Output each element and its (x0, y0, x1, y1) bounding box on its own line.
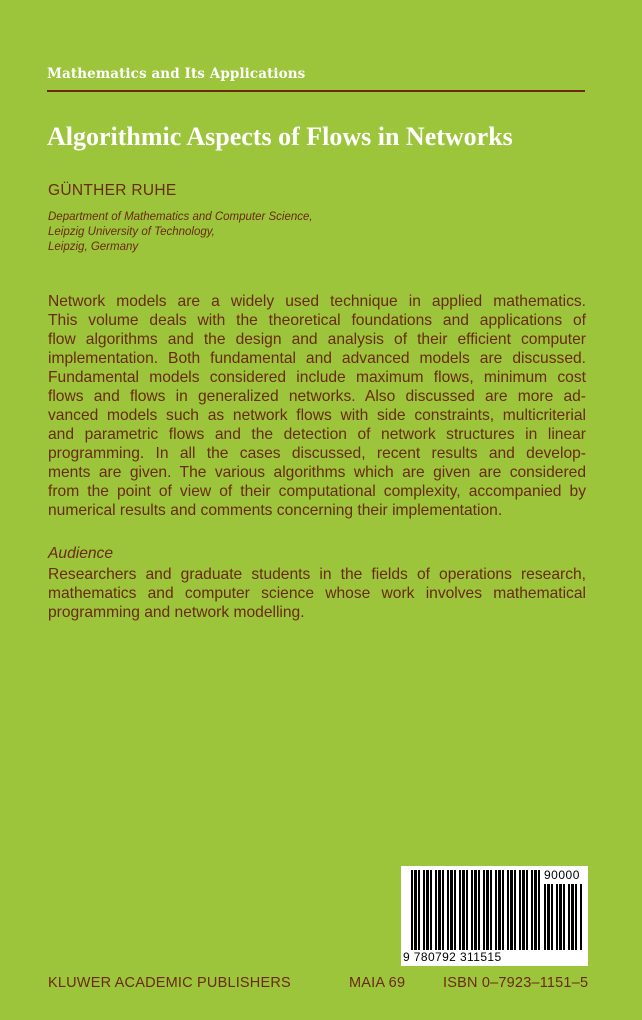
barcode-bars (411, 870, 541, 950)
audience-line: Researchers and graduate students in the fields of operations research, (48, 566, 586, 583)
series-name: Mathematics and Its Applications (47, 66, 306, 82)
barcode-addon-digits: 90000 (544, 868, 580, 882)
description-line: flow algorithms and the design and analysis of their efficient computer (48, 331, 586, 348)
publisher-name: KLUWER ACADEMIC PUBLISHERS (48, 975, 291, 991)
audience-description (48, 565, 586, 622)
audience-line: programming and network modelling. (48, 604, 305, 621)
audience-heading: Audience (48, 545, 114, 562)
isbn-number: ISBN 0–7923–1151–5 (443, 975, 589, 991)
description-line: Fundamental models considered include maximum flows, minimum cost (48, 369, 586, 386)
book-title: Algorithmic Aspects of Flows in Networks (47, 122, 513, 151)
description-line: This volume deals with the theoretical foundations and applications of (48, 312, 586, 329)
description-line: flows and flows in generalized networks. Also discussed are more ad- (48, 388, 586, 405)
affiliation-line: Leipzig University of Technology, (48, 226, 215, 238)
description-line: numerical results and comments concerning their implementation. (48, 502, 503, 519)
description-line: implementation. Both fundamental and advanced models are discussed. (48, 350, 586, 367)
description-line: Network models are a widely used technique in applied mathematics. (48, 293, 586, 310)
book-description (48, 292, 586, 520)
description-line: vanced models such as network flows with side constraints, multicriterial (48, 407, 586, 424)
author-affiliation (48, 210, 313, 255)
series-rule (47, 90, 585, 92)
description-line: programming. In all the cases discussed, recent results and develop- (48, 445, 586, 462)
affiliation-line: Department of Mathematics and Computer Science, (48, 211, 313, 223)
author-name: GÜNTHER RUHE (48, 182, 177, 199)
audience-line: mathematics and computer science whose work involves mathematical (48, 585, 586, 602)
affiliation-line: Leipzig, Germany (48, 241, 139, 253)
barcode-addon-bars (544, 884, 584, 950)
series-number: MAIA 69 (349, 975, 406, 991)
isbn-barcode (401, 866, 588, 966)
description-line: ments are given. The various algorithms which are given are considered (48, 464, 586, 481)
description-line: and parametric flows and the detection of network structures in linear (48, 426, 586, 443)
description-line: from the point of view of their computational complexity, accompanied by (48, 483, 586, 500)
barcode-isbn-digits: 9 780792 311515 (403, 950, 502, 964)
